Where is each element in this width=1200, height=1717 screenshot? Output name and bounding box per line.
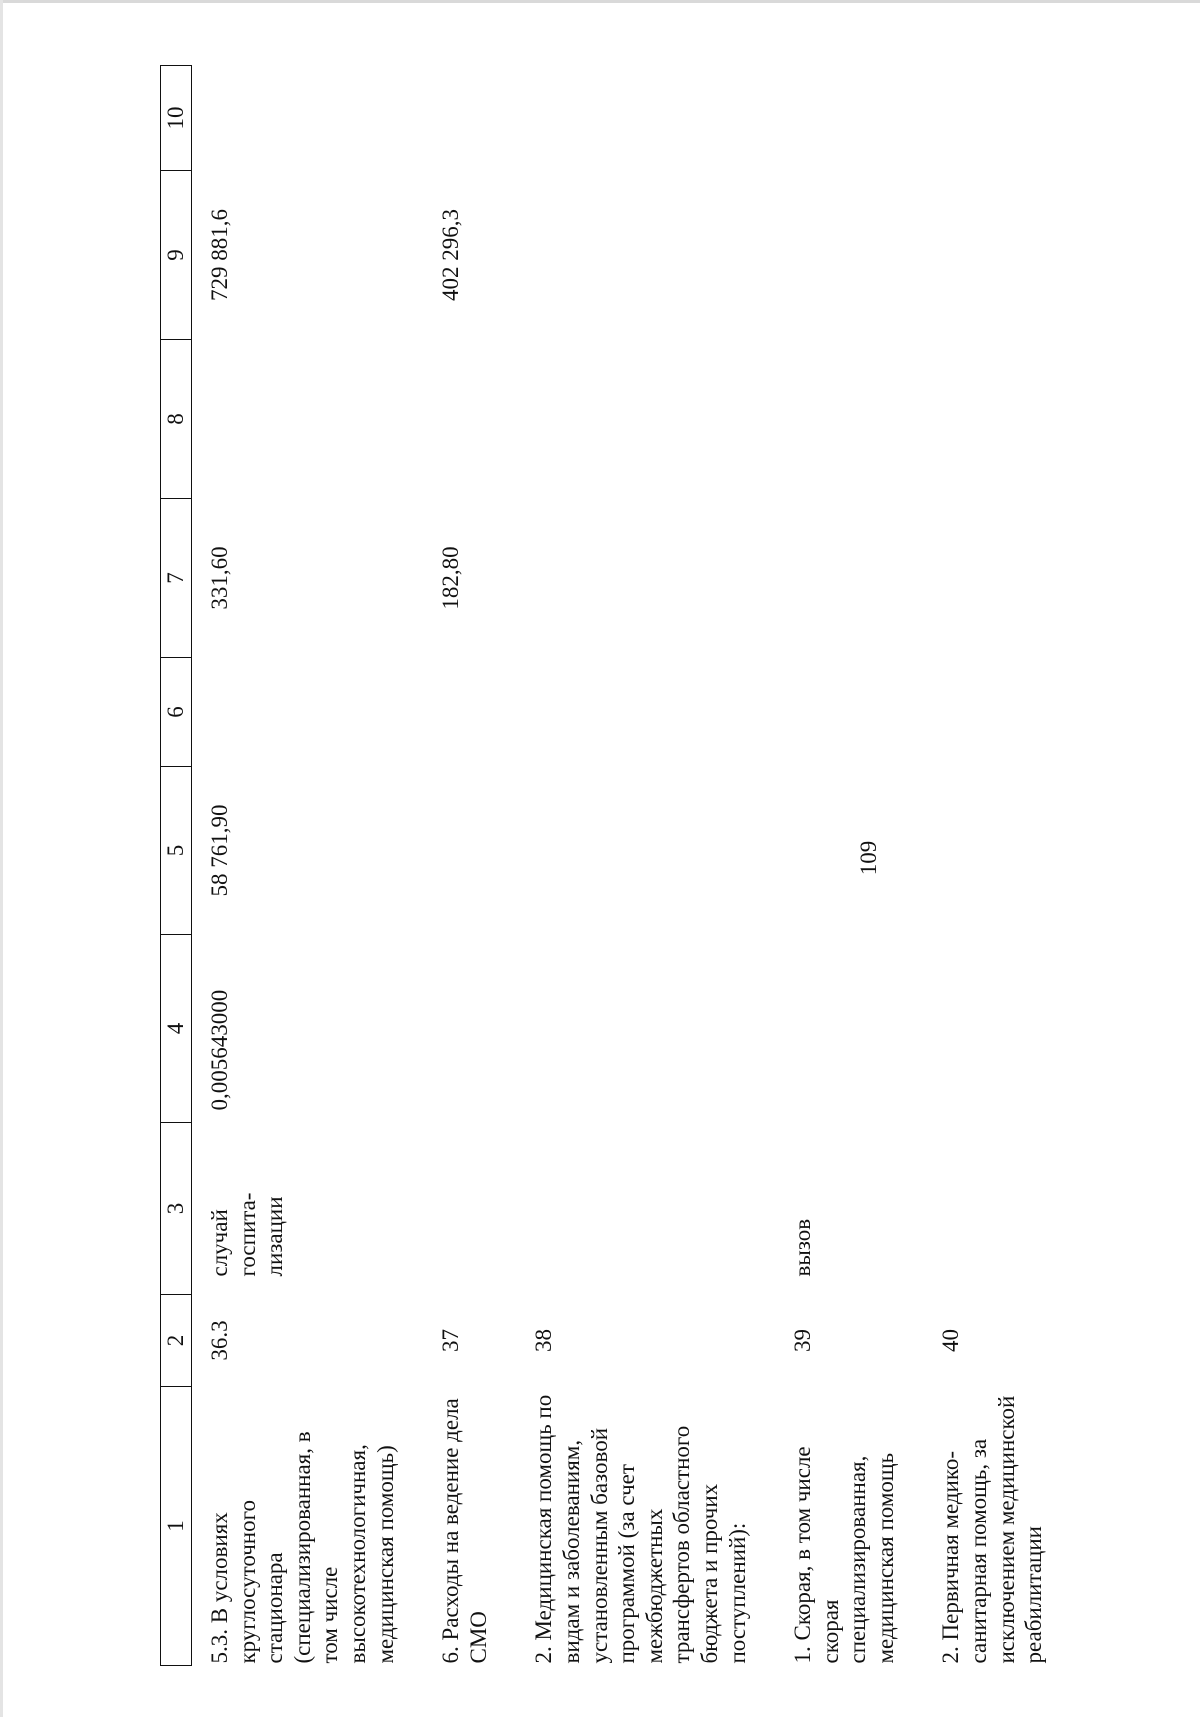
row-col-10 xyxy=(516,66,775,171)
row-col-10 xyxy=(923,66,1071,171)
row-name: 2. Первичная медико-санитарная помощь, за исключением медицинской реабилитации xyxy=(938,1395,1047,1664)
row-col-7: 331,60 xyxy=(207,546,232,610)
header-col-10: 10 xyxy=(161,66,192,171)
row-col-10 xyxy=(423,66,516,171)
row-name: 2. Медицинская помощь по видам и заболеваниям, установленным базовой программой (за счет межбюджетных трансфертов областного бюджета и прочих поступлений): xyxy=(531,1394,750,1664)
row-name: 1. Скорая, в том числе скорая специализированная, медицинская помощь xyxy=(790,1446,898,1664)
row-code: 37 xyxy=(438,1329,464,1352)
header-col-3: 3 xyxy=(161,1123,192,1295)
scan-edge-left xyxy=(0,0,3,1717)
row-col-4 xyxy=(516,935,775,1123)
row-col-6 xyxy=(192,658,424,767)
row-unit: вызов xyxy=(790,1218,816,1277)
row-unit xyxy=(923,1123,1071,1295)
row-name: 5.3. В условиях круглосуточного стационара (специализированная, в том числе высокотехнологичная, медицинская помощь) xyxy=(207,1431,398,1664)
row-col-9 xyxy=(923,171,1071,340)
row-col-10 xyxy=(192,66,424,171)
row-code: 39 xyxy=(790,1329,816,1352)
row-col-7 xyxy=(775,499,923,658)
page-number: 109 xyxy=(856,840,881,876)
header-col-1: 1 xyxy=(161,1387,192,1666)
row-col-4 xyxy=(423,935,516,1123)
row-unit: случай госпита-лизации xyxy=(207,1192,288,1277)
row-col-6 xyxy=(775,658,923,767)
row-col-8 xyxy=(423,340,516,499)
row-name: 6. Расходы на ведение дела СМО xyxy=(438,1398,491,1664)
row-col-4 xyxy=(923,935,1071,1123)
scan-edge-top xyxy=(0,0,1200,3)
header-col-6: 6 xyxy=(161,658,192,767)
row-col-5: 58 761,90 xyxy=(207,804,232,897)
row-col-6 xyxy=(516,658,775,767)
row-code: 36.3 xyxy=(207,1320,232,1361)
header-col-9: 9 xyxy=(161,171,192,340)
row-col-9 xyxy=(775,171,923,340)
expenditure-table xyxy=(160,65,1072,1666)
row-col-4 xyxy=(775,935,923,1123)
table-row xyxy=(423,66,516,1666)
row-col-8 xyxy=(775,340,923,499)
row-col-5 xyxy=(516,767,775,935)
rotated-table-container xyxy=(160,66,1047,1666)
header-col-2: 2 xyxy=(161,1295,192,1387)
row-col-8 xyxy=(516,340,775,499)
row-col-8 xyxy=(192,340,424,499)
row-col-5 xyxy=(775,767,923,935)
row-col-5 xyxy=(423,767,516,935)
row-col-10 xyxy=(775,66,923,171)
row-col-9: 729 881,6 xyxy=(207,209,232,301)
row-code: 38 xyxy=(531,1329,557,1352)
row-col-7 xyxy=(516,499,775,658)
row-col-7 xyxy=(923,499,1071,658)
header-col-7: 7 xyxy=(161,499,192,658)
table-row xyxy=(923,66,1071,1666)
header-col-4: 4 xyxy=(161,935,192,1123)
row-unit xyxy=(516,1123,775,1295)
row-col-9 xyxy=(516,171,775,340)
header-col-8: 8 xyxy=(161,340,192,499)
table-row xyxy=(192,66,424,1666)
table-row xyxy=(775,66,923,1666)
header-col-5: 5 xyxy=(161,767,192,935)
row-col-7: 182,80 xyxy=(438,546,464,610)
row-col-4: 0,005643000 xyxy=(207,989,232,1111)
row-col-5 xyxy=(923,767,1071,935)
table-row xyxy=(516,66,775,1666)
row-col-8 xyxy=(923,340,1071,499)
row-col-6 xyxy=(923,658,1071,767)
header-row xyxy=(161,66,192,1666)
row-code: 40 xyxy=(938,1329,964,1352)
row-col-6 xyxy=(423,658,516,767)
row-unit xyxy=(423,1123,516,1295)
row-col-9: 402 296,3 xyxy=(438,209,464,301)
